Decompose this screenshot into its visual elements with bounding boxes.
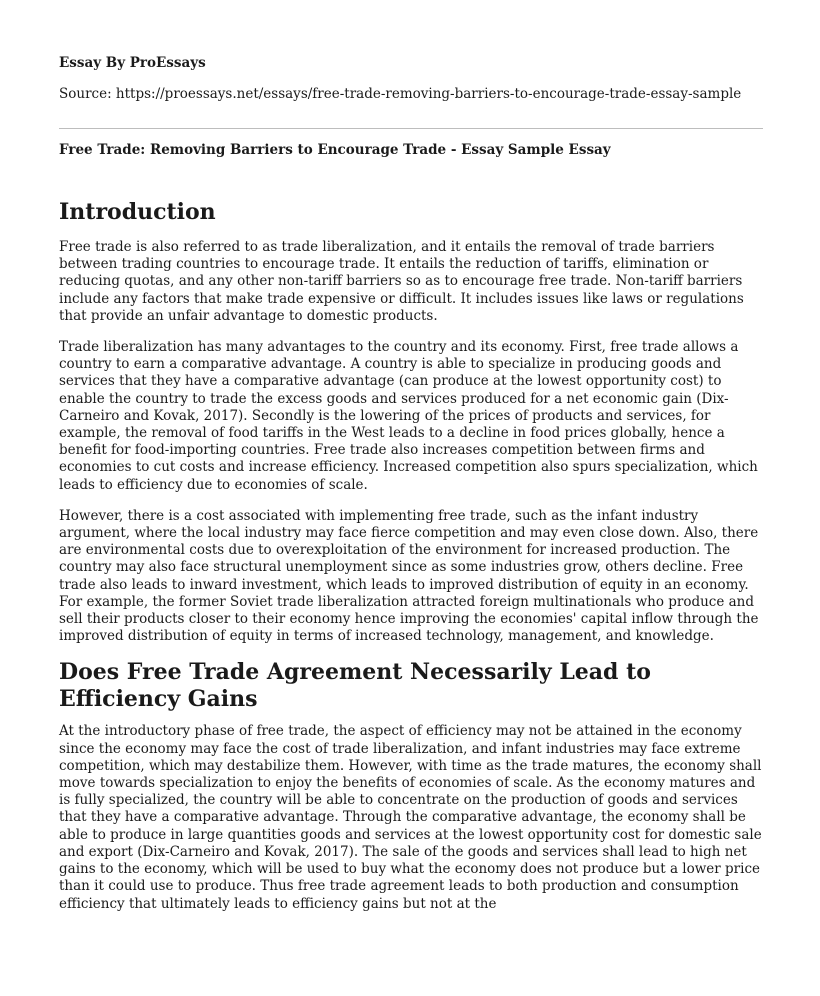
paragraph: At the introductory phase of free trade, the aspect of efficiency may not be attained in the economy since the economy may face the cost of trade liberalization, and infant industries may face extreme competition, which may destabilize them. However, with time as the trade matures, the economy shall move towards specialization to enjoy the benefits of economies of scale. As the economy matures and is fully specialized, the country will be able to concentrate on the production of goods and services that they have a comparative advantage. Through the comparative advantage, the economy shall be able to produce in large quantities goods and services at the lowest opportunity cost for domestic sale and export (Dix-Carneiro and Kovak, 2017). The sale of the goods and services shall lead to high net gains to the economy, which will be used to buy what the economy does not produce but a lower price than it could use to produce. Thus free trade agreement leads to both production and consumption efficiency that ultimately leads to efficiency gains but not at the	[59, 723, 762, 912]
paragraph: However, there is a cost associated with implementing free trade, such as the infant industry argument, where the local industry may face fierce competition and may even close down. Also, there are environmental costs due to overexploitation of the environment for increased production. The country may also face structural unemployment since as some industries grow, others decline. Free trade also leads to inward investment, which leads to improved distribution of equity in an economy. For example, the former Soviet trade liberalization attracted foreign multinationals who produce and sell their products closer to their economy hence improving the economies' capital inflow through the improved distribution of equity in terms of increased technology, management, and knowledge.	[59, 507, 759, 645]
document-title: Free Trade: Removing Barriers to Encourage Trade - Essay Sample Essay	[59, 142, 611, 158]
paragraph: Trade liberalization has many advantages to the country and its economy. First, free trade allows a country to earn a comparative advantage. A country is able to specialize in producing goods and services that they have a comparative advantage (can produce at the lowest opportunity cost) to enable the country to trade the excess goods and services produced for a net economic gain (Dix-Carneiro and Kovak, 2017). Secondly is the lowering of the prices of products and services, for example, the removal of food tariffs in the West leads to a decline in food prices globally, hence a benefit for food-importing countries. Free trade also increases competition between firms and economies to cut costs and increase efficiency. Increased competition also spurs specialization, which leads to efficiency due to economies of scale.	[59, 339, 758, 493]
section-heading-introduction: Introduction	[59, 199, 216, 225]
header-divider	[59, 128, 763, 129]
paragraph: Free trade is also referred to as trade liberalization, and it entails the removal of trade barriers between trading countries to encourage trade. It entails the reduction of tariffs, elimination or reducing quotas, and any other non-tariff barriers so as to encourage free trade. Non-tariff barriers include any factors that make trade expensive or difficult. It includes issues like laws or regulations that provide an unfair advantage to domestic products.	[59, 239, 744, 324]
essay-body	[59, 196, 765, 927]
source-url: Source: https://proessays.net/essays/free-trade-removing-barriers-to-encourage-trade-essay-sample	[59, 86, 742, 102]
section-heading-efficiency-gains: Does Free Trade Agreement Necessarily Lead to Efficiency Gains	[59, 659, 651, 713]
essay-byline: Essay By ProEssays	[59, 55, 206, 71]
